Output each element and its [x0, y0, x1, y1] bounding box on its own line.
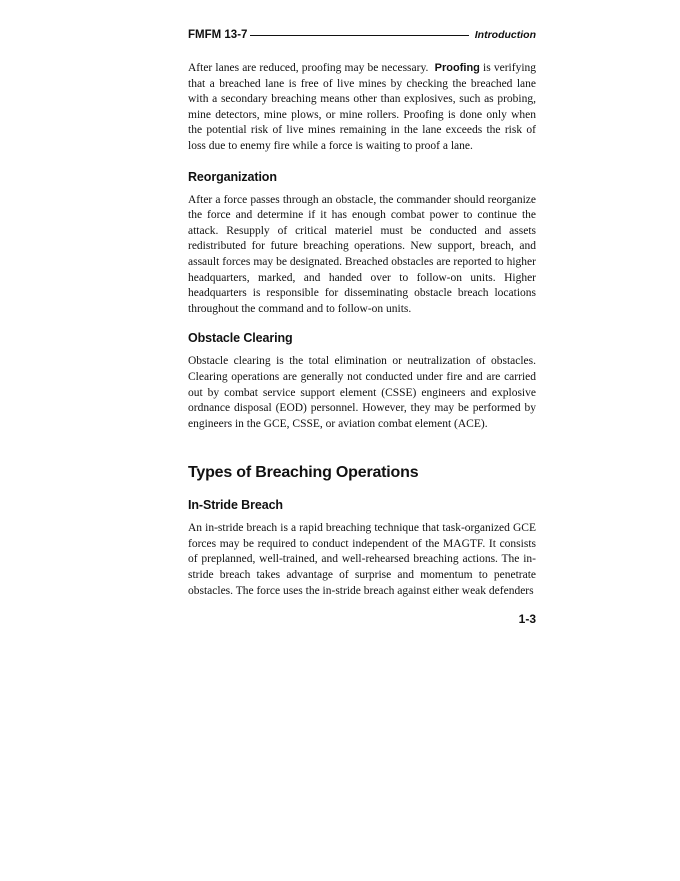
page-number: 1-3 [518, 612, 536, 626]
obstacle-clearing-paragraph: Obstacle clearing is the total elimination or neutralization of obstacles. Clearing operations are generally not conducted under fire and are carried out by combat service support element (CSSE) engineers and explosive ordnance disposal (EOD) personnel. However, they may be performed by engineers in the GCE, CSSE, or aviation combat element (ACE). [188, 355, 536, 430]
chapter-title: Introduction [474, 29, 536, 41]
proofing-intro-text: After lanes are reduced, proofing may be necessary. [188, 62, 429, 74]
proofing-paragraph [188, 61, 536, 155]
header-rule [250, 35, 468, 36]
obstacle-clearing-heading: Obstacle Clearing [188, 331, 293, 346]
proofing-term: Proofing [434, 62, 480, 74]
in-stride-breach-heading: In-Stride Breach [188, 498, 283, 513]
document-page [188, 26, 536, 599]
reorganization-heading: Reorganization [188, 169, 277, 184]
publication-id: FMFM 13-7 [188, 29, 248, 41]
in-stride-breach-paragraph: An in-stride breach is a rapid breaching technique that task-organized GCE forces may be required to conduct independent of the MAGTF. It consists of preplanned, well-trained, and well-rehearsed breaching actions. The in-stride breach takes advantage of surprise and momentum to penetrate obstacles. The force uses the in-stride breach against either weak defenders [188, 522, 536, 597]
section-title: Types of Breaching Operations [188, 464, 419, 482]
running-header [188, 26, 536, 44]
proofing-definition-text: is verifying that a breached lane is free of live mines by checking the breached lane with a secondary breaching means other than explosives, such as probing, mine detectors, mine plows, or mine rollers. Proofing is done only when the potential risk of live mines remaining in the lane exceeds the risk of loss due to enemy fire while a force is waiting to proof a lane. [188, 62, 537, 152]
reorganization-paragraph: After a force passes through an obstacle, the commander should reorganize the force and determine if it has enough combat power to continue the attack. Resupply of critical materiel must be conducted and assets redistributed for future breaching operations. New support, breach, and assault forces may be designated. Breached obstacles are reported to higher headquarters, marked, and handed over to follow-on units. Higher headquarters is responsible for disseminating obstacle breach locations throughout the command and to follow-on units. [188, 193, 536, 315]
